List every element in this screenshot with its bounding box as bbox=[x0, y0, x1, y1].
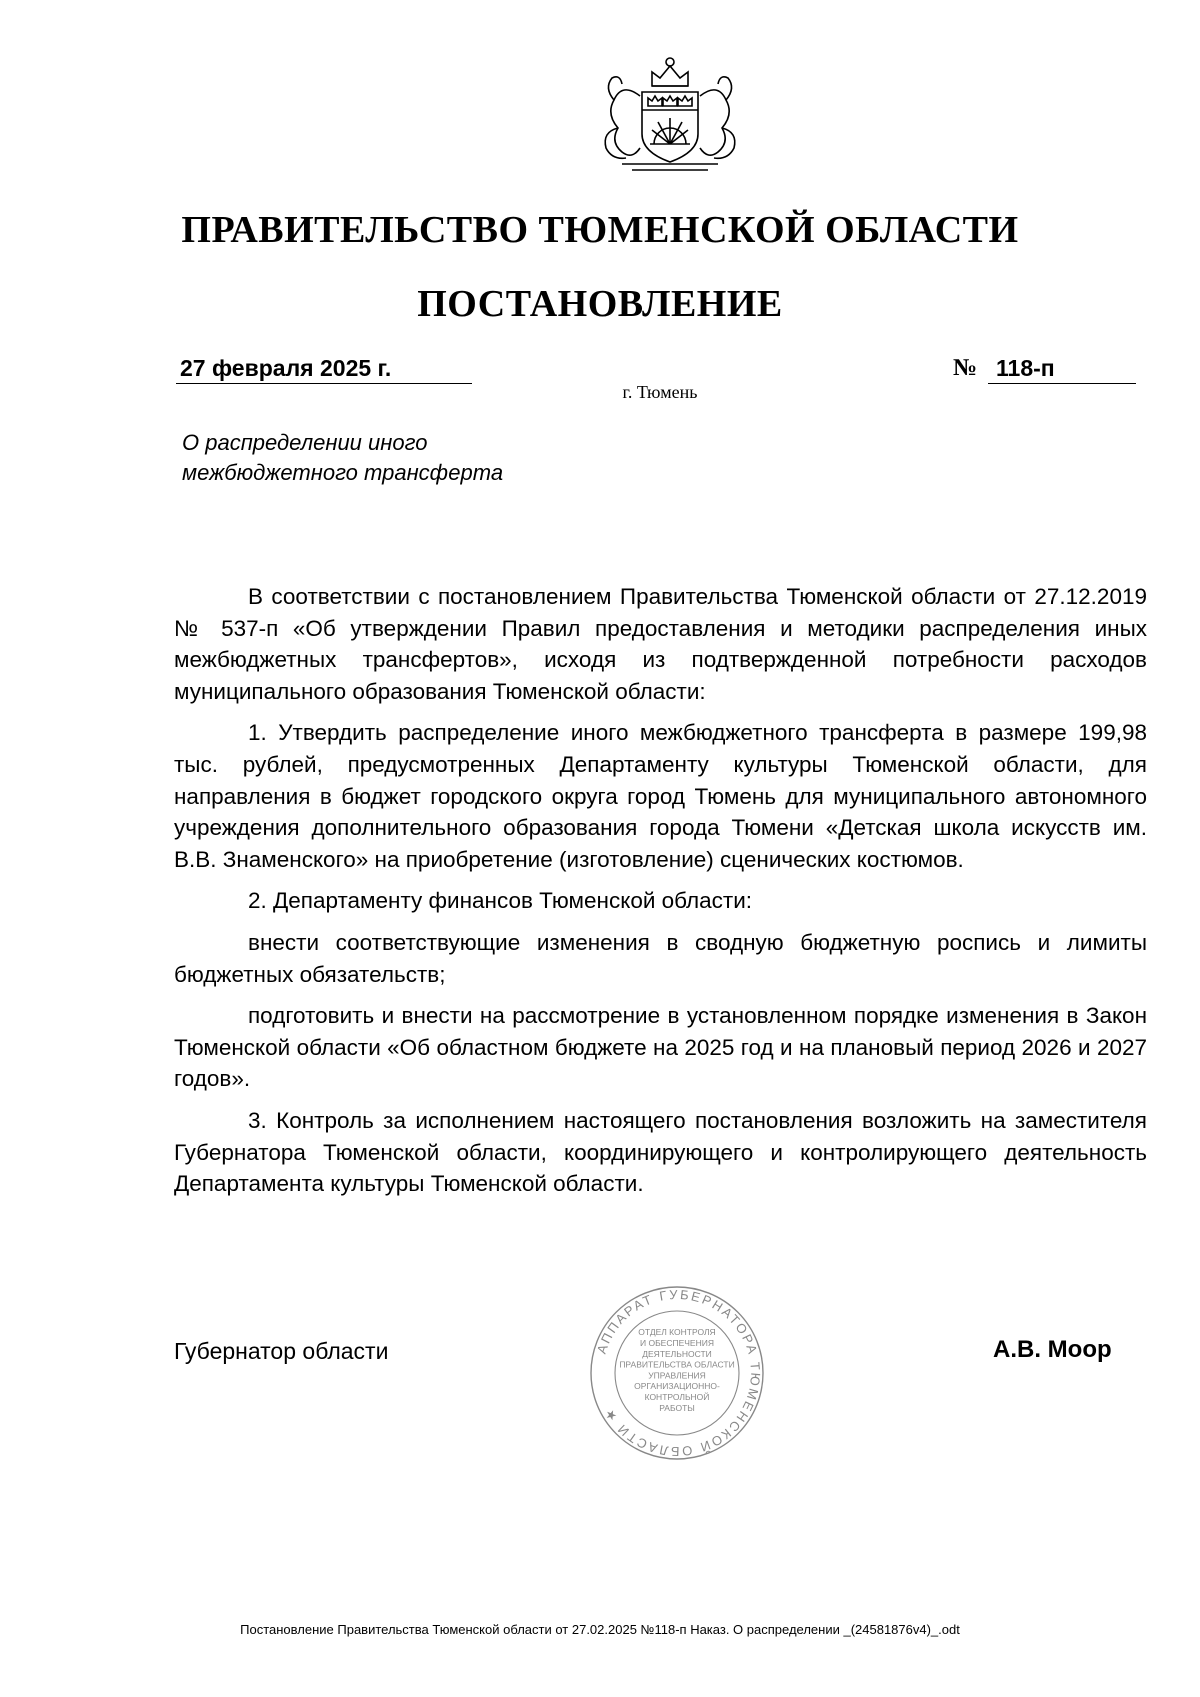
number-sign: № bbox=[953, 355, 978, 381]
body-paragraph: 1. Утвердить распределение иного межбюджетного трансферта в размере 199,98 тыс. рублей, предусмотренных Департаменту культуры Тюменской области, для направления в бюджет городского округа город Тюмень для муниципального автономного учреждения дополнительного образования города Тюмени «Детская школа искусств им. В.В. Знаменского» на приобретение (изготовление) сценических костюмов. bbox=[174, 720, 1147, 872]
document-footer: Постановление Правительства Тюменской области от 27.02.2025 №118-п Наказ. О распределении _(24581876v4)_.odt bbox=[240, 1622, 960, 1637]
subject-line: О распределении иного bbox=[182, 430, 428, 455]
document-date: 27 февраля 2025 г. bbox=[176, 352, 472, 384]
document-city: г. Тюмень bbox=[622, 382, 698, 402]
organization-title: ПРАВИТЕЛЬСТВО ТЮМЕНСКОЙ ОБЛАСТИ bbox=[181, 209, 1019, 251]
official-stamp bbox=[588, 1284, 766, 1462]
body-paragraph: внести соответствующие изменения в сводную бюджетную роспись и лимиты бюджетных обязательств; bbox=[174, 929, 1147, 987]
body-paragraph: 2. Департаменту финансов Тюменской области: bbox=[248, 888, 753, 914]
document-type: ПОСТАНОВЛЕНИЕ bbox=[417, 283, 783, 325]
stamp-outer-text: АППАРАТ ГУБЕРНАТОРА ТЮМЕНСКОЙ ОБЛАСТИ ★ bbox=[593, 1286, 764, 1460]
body-paragraph: подготовить и внести на рассмотрение в установленном порядке изменения в Закон Тюменской области «Об областном бюджете на 2025 год и на плановый период 2026 и 2027 годов». bbox=[174, 1003, 1147, 1092]
signatory-role: Губернатор области bbox=[174, 1338, 389, 1364]
body-paragraph: В соответствии с постановлением Правительства Тюменской области от 27.12.2019 № 537-п «Об утверждении Правил предоставления и методики распределения иных межбюджетных трансфертов», исходя из подтвержденной потребности расходов муниципального образования Тюменской области: bbox=[174, 584, 1147, 704]
document-subject bbox=[182, 428, 662, 488]
body-paragraph: 3. Контроль за исполнением настоящего постановления возложить на заместителя Губернатора Тюменской области, координирующего и контролирующего деятельность Департамента культуры Тюменской области. bbox=[174, 1107, 1147, 1197]
document-body bbox=[174, 581, 1147, 1210]
stamp-inner-text: ОТДЕЛ КОНТРОЛЯ И ОБЕСПЕЧЕНИЯ ДЕЯТЕЛЬНОСТИ ПРАВИТЕЛЬСТВА ОБЛАСТИ УПРАВЛЕНИЯ ОРГАНИЗАЦИОННО-КОНТРОЛЬНОЙ РАБОТЫ bbox=[619, 1327, 735, 1413]
coat-of-arms-icon bbox=[592, 52, 748, 176]
document-number: 118-п bbox=[988, 352, 1136, 384]
subject-line: межбюджетного трансферта bbox=[182, 460, 504, 485]
signatory-name: А.В. Моор bbox=[993, 1336, 1112, 1363]
